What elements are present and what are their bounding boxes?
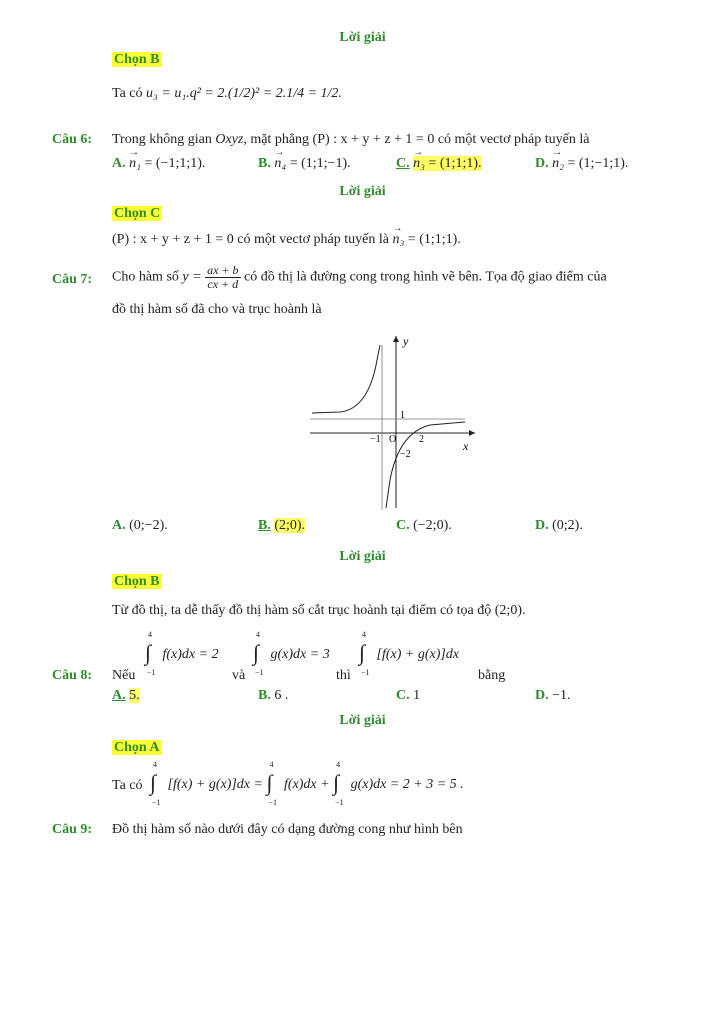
integral-sign: ∫ 4 −1 xyxy=(253,630,264,677)
integral-sign: ∫ 4 −1 xyxy=(145,630,156,677)
q7-stem-line2: đồ thị hàm số đã cho và trục hoành là xyxy=(112,302,322,317)
q6-solution: (P) : x + y + z + 1 = 0 có một vectơ pháp tuyến là → n₃ = (1;1;1). xyxy=(112,232,461,248)
q7-function-fraction: $\frac{ax + b}{cx + d}$ xyxy=(207,263,239,291)
q6-stem: Trong không gian Oxyz, mặt phẳng (P) : x + y + z + 1 = 0 có một vectơ pháp tuyến là xyxy=(112,132,590,147)
q6-answer-badge: Chọn C xyxy=(114,206,161,221)
q6-number: Câu 6: xyxy=(52,132,93,147)
q6-solution-heading: Lời giải xyxy=(339,184,386,199)
q8-solution-heading: Lời giải xyxy=(339,713,386,728)
y-label: y xyxy=(403,334,409,348)
q7-hyperbola-graph xyxy=(300,330,480,515)
x-label: x xyxy=(463,439,469,453)
q8-integral-f: ∫ 4 −1 f(x)dx = 2 xyxy=(145,630,219,677)
q7-option-b[interactable]: B. (2;0). xyxy=(258,518,306,533)
tick-1: 1 xyxy=(400,410,405,421)
integral-sign: ∫ 4 −1 xyxy=(359,630,370,677)
q8-integral-g: ∫ 4 −1 g(x)dx = 3 xyxy=(253,630,330,677)
integral-sign: ∫ 4 −1 xyxy=(150,760,161,807)
q7-number: Câu 7: xyxy=(52,272,93,287)
q7-answer-badge: Chọn B xyxy=(114,574,160,589)
q7-option-c[interactable]: C. (−2;0). xyxy=(396,518,452,533)
q7-solution: Từ đồ thị, ta dễ thấy đồ thị hàm số cắt trục hoành tại điểm có tọa độ (2;0). xyxy=(112,603,526,618)
q5-answer-badge: Chọn B xyxy=(114,52,160,67)
q7-option-a[interactable]: A. (0;−2). xyxy=(112,518,168,533)
q8-integral-sum: ∫ 4 −1 [f(x) + g(x)]dx xyxy=(359,630,460,677)
q8-va: và xyxy=(232,668,246,683)
tick-minus2: −2 xyxy=(400,449,411,460)
q7-solution-heading: Lời giải xyxy=(339,549,386,564)
q9-stem: Đồ thị hàm số nào dưới đây có dạng đường cong như hình bên xyxy=(112,822,463,837)
q8-neu: Nếu xyxy=(112,668,136,683)
q8-option-d[interactable]: D. −1. xyxy=(535,688,571,703)
q6-option-a[interactable]: A. → n₁ = (−1;1;1). xyxy=(112,156,205,172)
q8-number: Câu 8: xyxy=(52,668,93,683)
q8-option-b[interactable]: B. 6 . xyxy=(258,688,289,703)
q7-stem-line1: Cho hàm số y = $\frac{ax + b}{cx + d}$ có đồ thị là đường cong trong hình vẽ bên. Tọa độ giao điểm của xyxy=(112,263,607,291)
q8-solution-prefix: Ta có xyxy=(112,778,143,793)
integral-sign: ∫ 4 −1 xyxy=(333,760,344,807)
q9-number: Câu 9: xyxy=(52,822,93,837)
q8-bang: bằng xyxy=(478,668,506,683)
q5-solution: Ta có u₃ = u₁.q² = 2.(1/2)² = 2.1/4 = 1/2. xyxy=(112,86,342,101)
tick-2: 2 xyxy=(419,434,424,445)
origin-label: O xyxy=(389,434,397,445)
q6-option-b[interactable]: B. → n₄ = (1;1;−1). xyxy=(258,156,351,172)
q8-option-c[interactable]: C. 1 xyxy=(396,688,421,703)
q8-answer-badge: Chọn A xyxy=(114,740,160,755)
y-axis-arrow xyxy=(393,336,399,342)
q6-option-d[interactable]: D. → n₂ = (1;−1;1). xyxy=(535,156,628,172)
x-axis-arrow xyxy=(469,430,475,436)
q6-option-c[interactable]: C. → n₃ = (1;1;1). xyxy=(396,156,482,172)
q5-solution-expr: u₃ = u₁.q² = 2.(1/2)² = 2.1/4 = 1/2. xyxy=(146,86,342,101)
q8-solution: ∫ 4 −1 [f(x) + g(x)]dx = ∫ 4 −1 f(x)dx + ∫ 4 −1 g(x)dx = 2 + 3 = 5 . xyxy=(150,760,464,807)
left-branch xyxy=(312,345,380,413)
q8-thi: thì xyxy=(336,668,351,683)
right-branch xyxy=(386,422,465,508)
q7-option-d[interactable]: D. (0;2). xyxy=(535,518,583,533)
q5-solution-heading: Lời giải xyxy=(339,30,386,45)
tick-minus1: −1 xyxy=(370,434,381,445)
integral-sign: ∫ 4 −1 xyxy=(266,760,277,807)
q8-option-a[interactable]: A. 5. xyxy=(112,688,140,703)
